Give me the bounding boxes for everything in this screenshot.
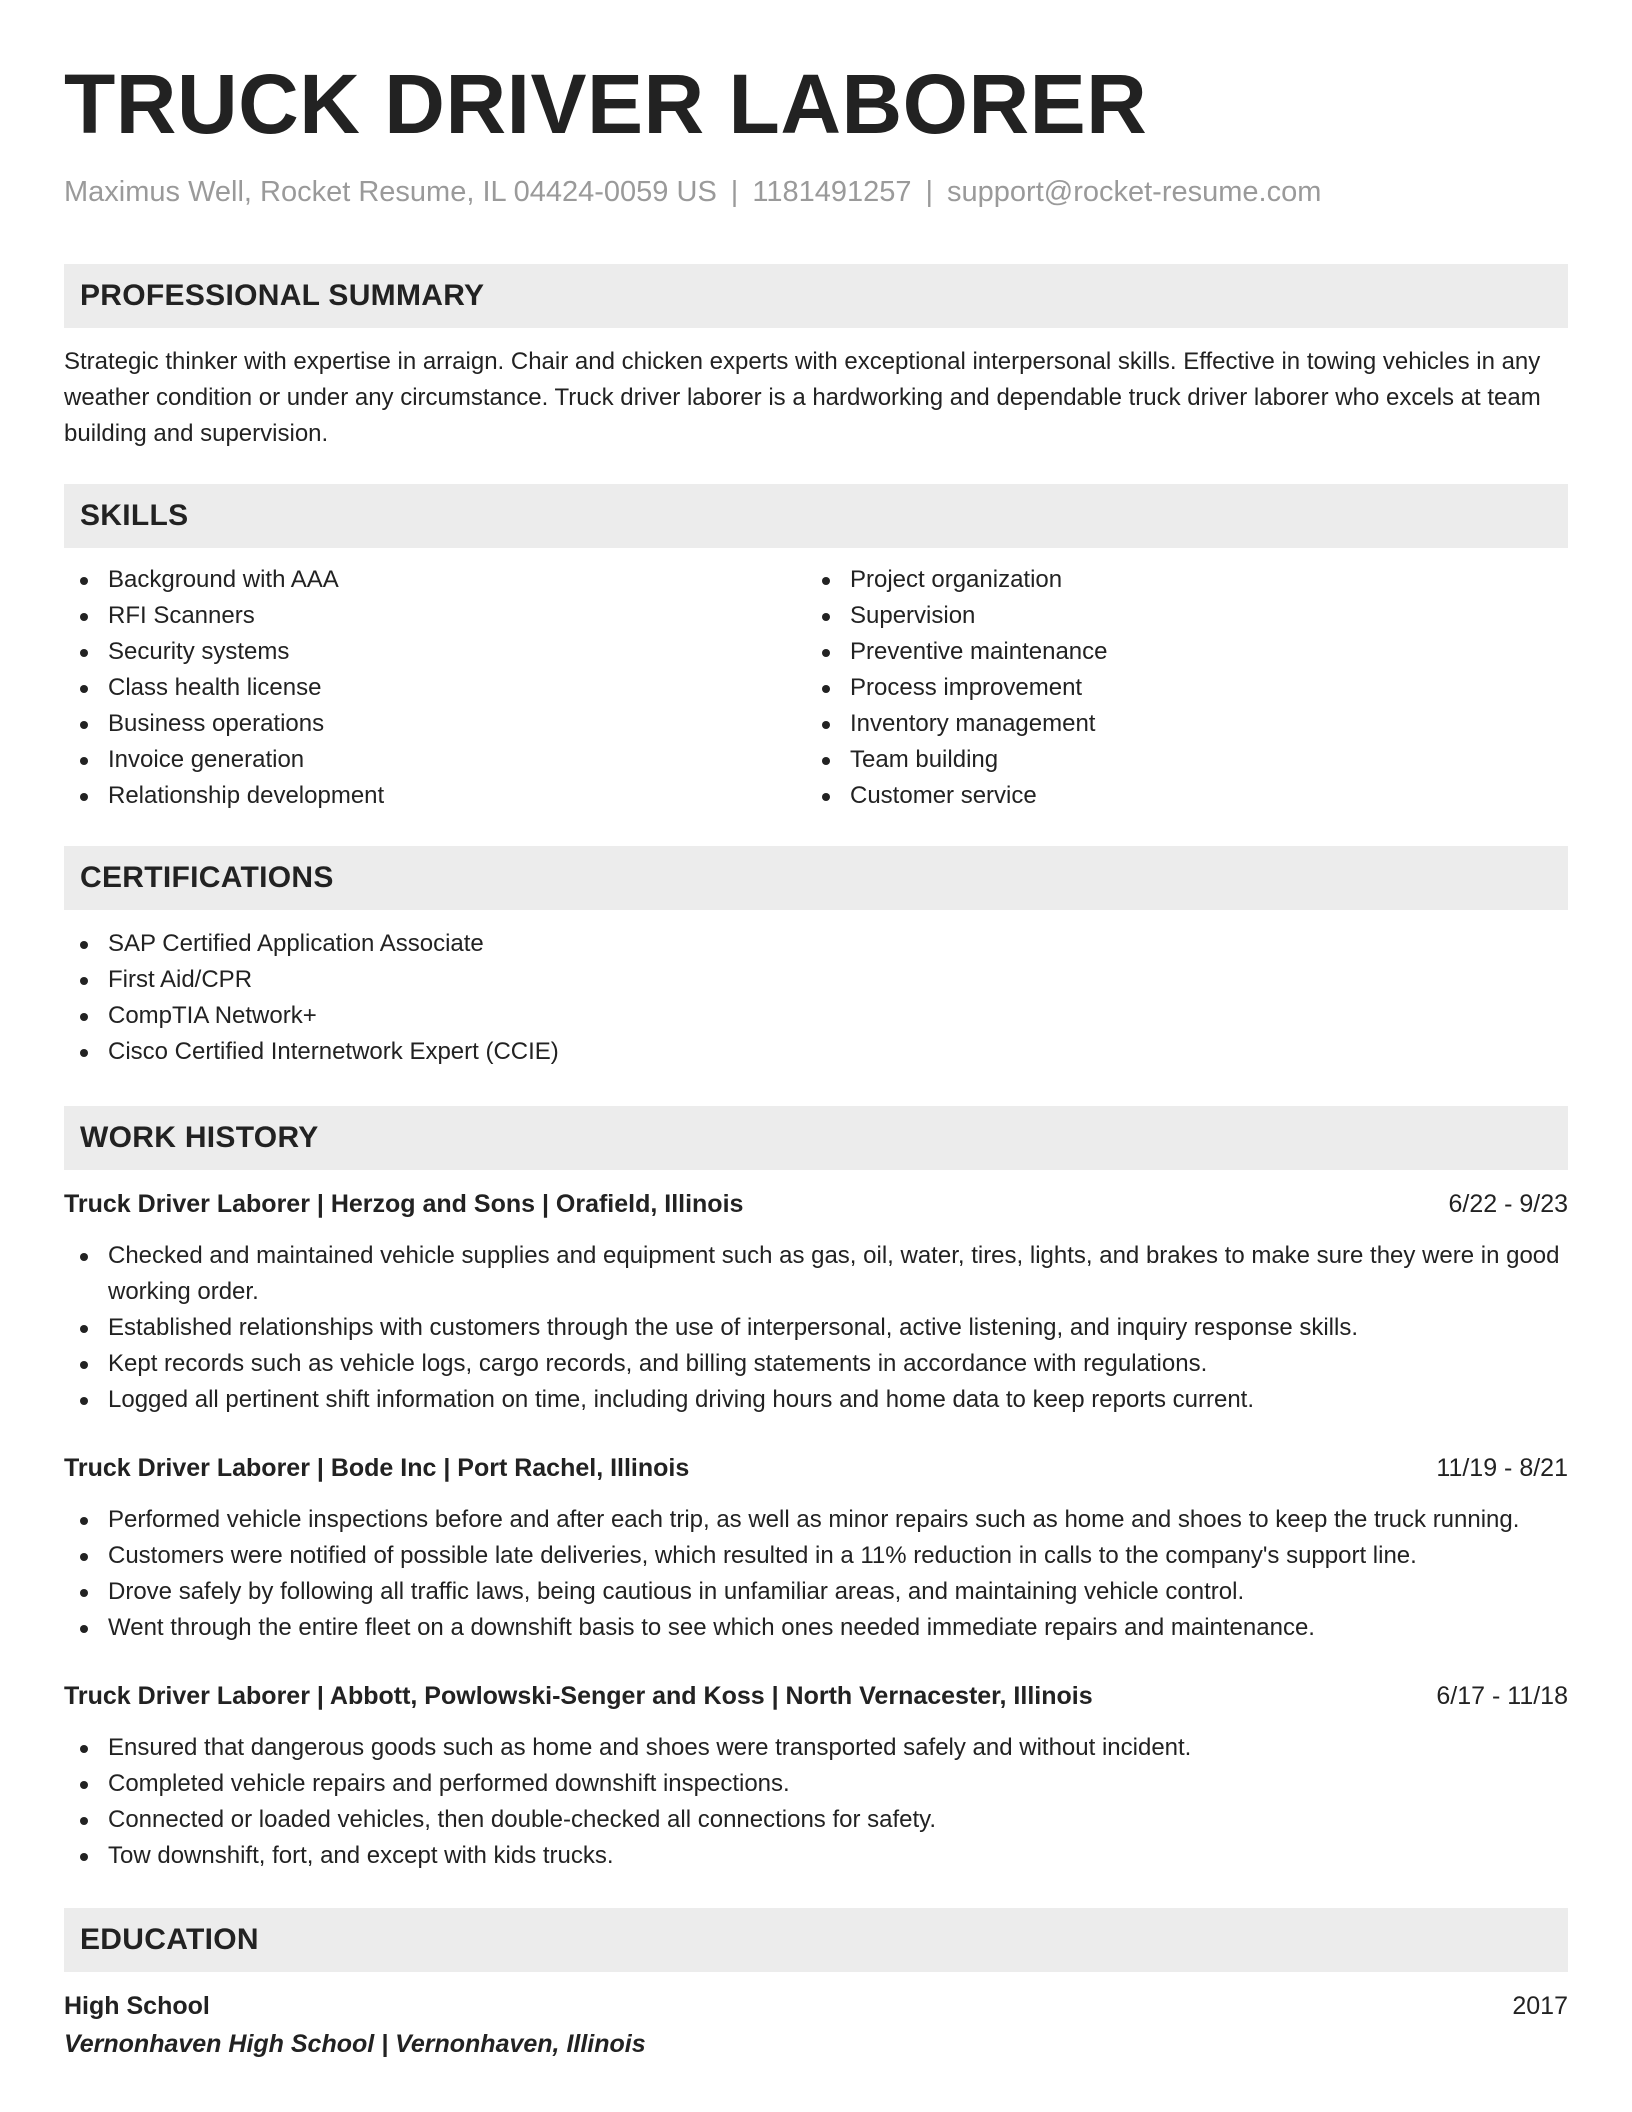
- job-title: Truck Driver Laborer | Abbott, Powlowski-Senger and Koss | North Vernacester, Illinois: [64, 1682, 1093, 1710]
- job-header: [64, 1678, 1568, 1714]
- job-header: [64, 1186, 1568, 1222]
- resume-page: [64, 0, 1568, 2062]
- skill-item: Team building: [806, 742, 1548, 778]
- education-year: 2017: [1512, 1992, 1568, 2020]
- skill-item: Relationship development: [64, 778, 806, 814]
- certification-item: CompTIA Network+: [64, 998, 1568, 1034]
- job-bullet: Logged all pertinent shift information on time, including driving hours and home data to keep reports current.: [64, 1382, 1568, 1418]
- summary-text: Strategic thinker with expertise in arraign. Chair and chicken experts with exceptional interpersonal skills. Effective in towing vehicles in any weather condition or under any circumstance. Truck driver laborer is a hardworking and dependable truck driver laborer who excels at team building and supervision.: [64, 348, 1541, 447]
- education-heading: EDUCATION: [64, 1908, 1568, 1972]
- job-dates: 6/22 - 9/23: [1448, 1190, 1568, 1218]
- job-bullets: [64, 1730, 1568, 1874]
- skill-item: Process improvement: [806, 670, 1548, 706]
- certification-item: Cisco Certified Internetwork Expert (CCIE): [64, 1034, 1568, 1070]
- education-school: Vernonhaven High School | Vernonhaven, Illinois: [64, 2030, 646, 2058]
- skill-item: Security systems: [64, 634, 806, 670]
- certifications-heading: CERTIFICATIONS: [64, 846, 1568, 910]
- job-entry: [64, 1678, 1568, 1874]
- job-bullet: Tow downshift, fort, and except with kids trucks.: [64, 1838, 1568, 1874]
- job-entry: [64, 1450, 1568, 1646]
- job-bullet: Ensured that dangerous goods such as home and shoes were transported safely and without incident.: [64, 1730, 1568, 1766]
- skills-heading: SKILLS: [64, 484, 1568, 548]
- contact-separator: |: [925, 176, 934, 208]
- skill-item: Inventory management: [806, 706, 1548, 742]
- skill-item: Supervision: [806, 598, 1548, 634]
- skill-item: Project organization: [806, 562, 1548, 598]
- job-title: Truck Driver Laborer | Herzog and Sons | Orafield, Illinois: [64, 1190, 744, 1218]
- job-bullets: [64, 1238, 1568, 1418]
- skill-item: Preventive maintenance: [806, 634, 1548, 670]
- job-bullet: Checked and maintained vehicle supplies and equipment such as gas, oil, water, tires, lights, and brakes to make sure they were in good working order.: [64, 1238, 1568, 1310]
- contact-phone: 1181491257: [752, 176, 912, 208]
- job-bullet: Customers were notified of possible late deliveries, which resulted in a 11% reduction in calls to the company's support line.: [64, 1538, 1568, 1574]
- skill-item: Class health license: [64, 670, 806, 706]
- education-degree: High School: [64, 1992, 210, 2020]
- skill-item: Customer service: [806, 778, 1548, 814]
- certification-item: First Aid/CPR: [64, 962, 1568, 998]
- job-bullet: Established relationships with customers through the use of interpersonal, active listening, and inquiry response skills.: [64, 1310, 1568, 1346]
- job-dates: 6/17 - 11/18: [1436, 1682, 1568, 1710]
- skill-item: Business operations: [64, 706, 806, 742]
- job-bullet: Went through the entire fleet on a downshift basis to see which ones needed immediate repairs and maintenance.: [64, 1610, 1568, 1646]
- skills-column-left: [64, 562, 806, 814]
- job-bullets: [64, 1502, 1568, 1646]
- job-bullet: Drove safely by following all traffic laws, being cautious in unfamiliar areas, and maintaining vehicle control.: [64, 1574, 1568, 1610]
- contact-line: [64, 174, 1568, 210]
- certification-item: SAP Certified Application Associate: [64, 926, 1568, 962]
- contact-email: support@rocket-resume.com: [947, 176, 1322, 208]
- skill-item: Background with AAA: [64, 562, 806, 598]
- job-bullet: Completed vehicle repairs and performed downshift inspections.: [64, 1766, 1568, 1802]
- certifications-list: [64, 926, 1568, 1070]
- summary-heading: PROFESSIONAL SUMMARY: [64, 264, 1568, 328]
- job-bullet: Kept records such as vehicle logs, cargo records, and billing statements in accordance with regulations.: [64, 1346, 1568, 1382]
- skills-column-right: [806, 562, 1548, 814]
- job-dates: 11/19 - 8/21: [1436, 1454, 1568, 1482]
- job-header: [64, 1450, 1568, 1486]
- work-history-heading: WORK HISTORY: [64, 1106, 1568, 1170]
- skill-item: RFI Scanners: [64, 598, 806, 634]
- contact-separator: |: [730, 176, 739, 208]
- job-title: Truck Driver Laborer | Bode Inc | Port Rachel, Illinois: [64, 1454, 690, 1482]
- job-bullet: Performed vehicle inspections before and after each trip, as well as minor repairs such as home and shoes to keep the truck running.: [64, 1502, 1568, 1538]
- job-bullet: Connected or loaded vehicles, then double-checked all connections for safety.: [64, 1802, 1568, 1838]
- skill-item: Invoice generation: [64, 742, 806, 778]
- contact-address: Maximus Well, Rocket Resume, IL 04424-0059 US: [64, 176, 717, 208]
- resume-name: TRUCK DRIVER LABORER: [64, 57, 1148, 151]
- job-entry: [64, 1186, 1568, 1418]
- education-header: [64, 1988, 1568, 2024]
- skills-list: [64, 562, 1568, 814]
